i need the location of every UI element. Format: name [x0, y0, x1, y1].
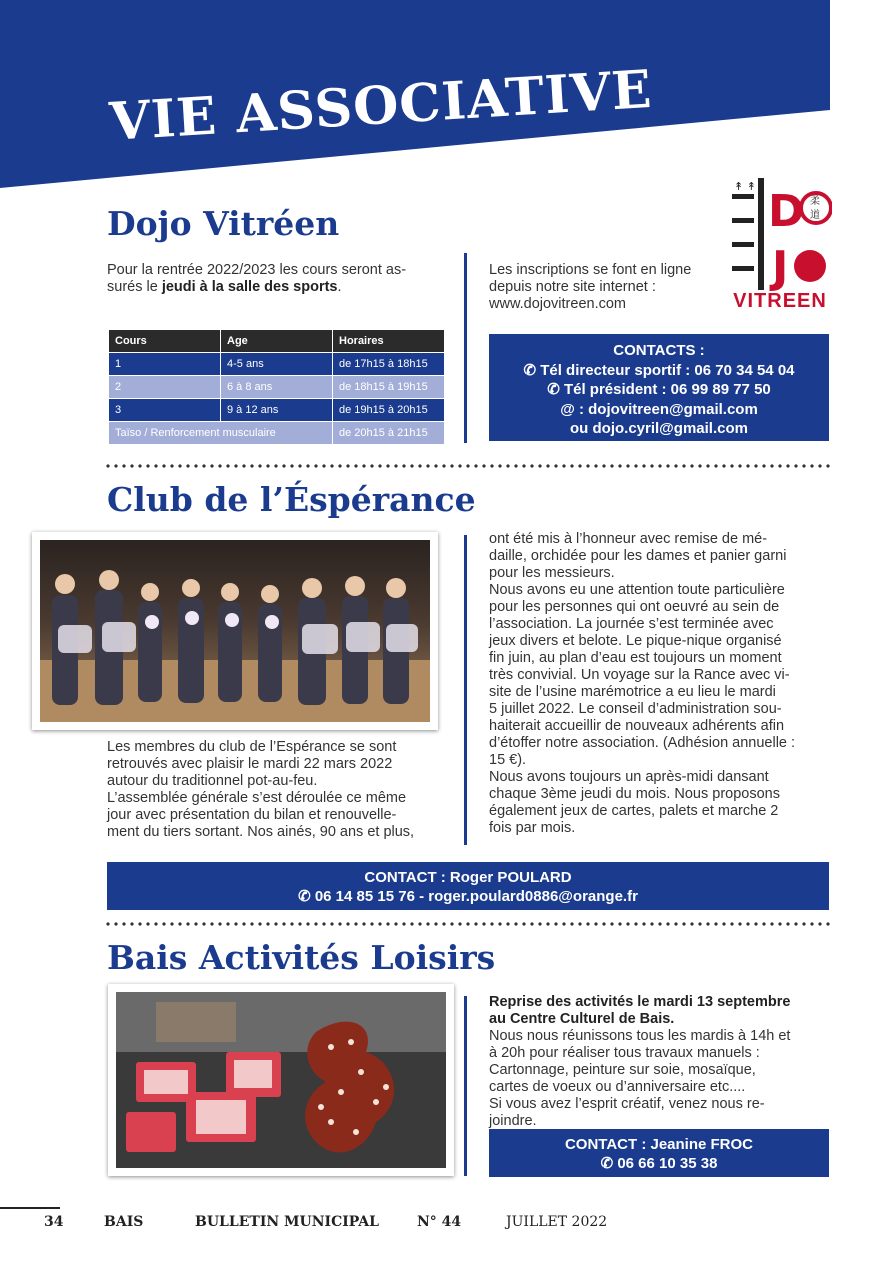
svg-text:柔: 柔: [810, 196, 820, 207]
contact-email[interactable]: @ : dojovitreen@gmail.com: [560, 400, 758, 418]
table-cell: 2: [109, 376, 221, 399]
table-cell: 3: [109, 399, 221, 422]
dojo-logo-icon: [728, 174, 832, 294]
table-header-cell: Cours: [109, 330, 221, 353]
contact-phone-director[interactable]: ✆ Tél directeur sportif : 06 70 34 54 04: [523, 361, 795, 379]
table-row: [109, 399, 445, 422]
bais-text: [489, 994, 829, 1130]
table-cell: de 17h15 à 18h15: [333, 353, 445, 376]
column-divider: [464, 253, 467, 443]
bais-contact-box: [489, 1129, 829, 1177]
table-cell: de 18h15 à 19h15: [333, 376, 445, 399]
svg-text:J: J: [772, 242, 789, 293]
paragraph-line: Les membres du club de l’Espérance se sont: [107, 739, 397, 755]
paragraph-line: fin juin, au plan d’eau est toujours un moment: [489, 650, 782, 666]
dojo-intro-venue: jeudi à la salle des sports: [161, 279, 338, 295]
esperance-title: Club de l’Éspérance: [107, 480, 476, 519]
table-cell: 6 à 8 ans: [221, 376, 333, 399]
esperance-left-text: [107, 739, 447, 841]
table-row: [109, 422, 445, 445]
paragraph-line: cartes de voeux ou d’anniversaire etc....: [489, 1079, 746, 1095]
dojo-intro-line-2a: surés le: [107, 279, 162, 295]
paragraph-line: jeux divers et belote. Le pique-nique organisé: [489, 633, 782, 649]
dotted-separator: [104, 922, 830, 926]
dojo-schedule-table: [108, 329, 445, 445]
contact-phone[interactable]: ✆ 06 66 10 35 38: [600, 1155, 718, 1172]
bais-announcement-line: au Centre Culturel de Bais.: [489, 1011, 675, 1027]
contact-email-alt[interactable]: ou dojo.cyril@gmail.com: [570, 420, 748, 437]
paragraph-line: Nous nous réunissons tous les mardis à 14h et: [489, 1028, 791, 1044]
logo-wordmark: VITREEN: [733, 290, 827, 312]
page-number: 34: [44, 1214, 64, 1230]
inscriptions-line: Les inscriptions se font en ligne: [489, 262, 692, 278]
page-title: VIE ASSOCIATIVE: [108, 58, 654, 153]
dojo-intro: [107, 262, 447, 296]
esperance-group-photo: [32, 532, 438, 730]
paragraph-line: Si vous avez l’esprit créatif, venez nous re-: [489, 1096, 765, 1112]
dojo-inscriptions: [489, 262, 729, 313]
paragraph-line: pour les messieurs.: [489, 565, 615, 581]
dojo-title: Dojo Vitréen: [107, 204, 340, 243]
esperance-contact-box: [107, 862, 829, 910]
paragraph-line: joindre.: [489, 1113, 537, 1129]
paragraph-line: ment du tiers sortant. Nos ainés, 90 ans et plus,: [107, 824, 415, 840]
paragraph-line: pour les personnes qui ont oeuvré au sein de: [489, 599, 780, 615]
contact-phone-president[interactable]: ✆ Tél président : 06 99 89 77 50: [547, 381, 771, 398]
crafts-photo-image: [116, 992, 446, 1168]
footer-town: BAIS: [104, 1214, 144, 1230]
table-header-cell: Age: [221, 330, 333, 353]
footer-rule: [0, 1207, 60, 1209]
footer-publication: BULLETIN MUNICIPAL: [195, 1214, 379, 1230]
table-cell: 1: [109, 353, 221, 376]
table-cell: de 20h15 à 21h15: [333, 422, 445, 445]
paragraph-line: haiterait accueillir de nouveaux adhérents afin: [489, 718, 785, 734]
table-cell: de 19h15 à 20h15: [333, 399, 445, 422]
paragraph-line: Nous avons eu une attention toute particulière: [489, 582, 785, 598]
svg-text:D: D: [768, 186, 805, 237]
paragraph-line: fois par mois.: [489, 820, 576, 836]
paragraph-line: L’assemblée générale s’est déroulée ce même: [107, 790, 407, 806]
inscriptions-line: depuis notre site internet :: [489, 279, 656, 295]
bais-announcement-line: Reprise des activités le mardi 13 septembre: [489, 994, 791, 1010]
dojo-vitreen-logo: [728, 174, 832, 316]
dojo-contact-box: [489, 334, 829, 441]
table-cell: 9 à 12 ans: [221, 399, 333, 422]
svg-text:道: 道: [810, 210, 820, 221]
table-cell: 4-5 ans: [221, 353, 333, 376]
group-photo-image: [40, 540, 430, 722]
column-divider: [464, 535, 467, 845]
footer-date: JUILLET 2022: [506, 1214, 608, 1230]
contact-heading: CONTACT : Roger POULARD: [364, 869, 572, 886]
paragraph-line: à 20h pour réaliser tous travaux manuels :: [489, 1045, 760, 1061]
paragraph-line: 5 juillet 2022. Le conseil d’administration sou-: [489, 701, 782, 717]
table-cell: Taïso / Renforcement musculaire: [109, 422, 333, 445]
table-row: [109, 376, 445, 399]
footer-issue: N° 44: [417, 1214, 462, 1230]
contact-heading: CONTACT : Jeanine FROC: [564, 1136, 754, 1153]
svg-text:↟ ↟: ↟ ↟: [734, 180, 756, 193]
dotted-separator: [104, 464, 830, 468]
contact-phone-email[interactable]: ✆ 06 14 85 15 76 - roger.poulard0886@orange.fr: [298, 888, 638, 905]
contact-heading: CONTACTS :: [613, 342, 705, 359]
paragraph-line: Cartonnage, peinture sur soie, mosaïque,: [489, 1062, 756, 1078]
table-header-row: [109, 330, 445, 353]
paragraph-line: autour du traditionnel pot-au-feu.: [107, 773, 318, 789]
paragraph-line: l’association. La journée s’est terminée avec: [489, 616, 774, 632]
bais-crafts-photo: [108, 984, 454, 1176]
paragraph-line: jour avec présentation du bilan et renouvelle-: [107, 807, 397, 823]
paragraph-line: ont été mis à l’honneur avec remise de mé-: [489, 531, 768, 547]
paragraph-line: Nous avons toujours un après-midi dansant: [489, 769, 769, 785]
paragraph-line: chaque 3ème jeudi du mois. Nous proposons: [489, 786, 780, 802]
paragraph-line: site de l’usine marémotrice a eu lieu le mardi: [489, 684, 776, 700]
table-row: [109, 353, 445, 376]
table-header-cell: Horaires: [333, 330, 445, 353]
bais-title: Bais Activités Loisirs: [107, 938, 496, 977]
paragraph-line: retrouvés avec plaisir le mardi 22 mars 2022: [107, 756, 393, 772]
paragraph-line: également jeux de cartes, palets et marche 2: [489, 803, 779, 819]
esperance-right-text: [489, 531, 829, 837]
dojo-intro-line-1: Pour la rentrée 2022/2023 les cours seront as-: [107, 262, 407, 278]
paragraph-line: très convivial. Un voyage sur la Rance avec vi-: [489, 667, 790, 683]
website-link[interactable]: www.dojovitreen.com: [489, 296, 626, 312]
paragraph-line: d’étoffer notre association. (Adhésion annuelle :: [489, 735, 796, 751]
paragraph-line: 15 €).: [489, 752, 527, 768]
dojo-intro-line-2c: .: [337, 279, 342, 295]
column-divider: [464, 996, 467, 1176]
paragraph-line: daille, orchidée pour les dames et panier garni: [489, 548, 787, 564]
